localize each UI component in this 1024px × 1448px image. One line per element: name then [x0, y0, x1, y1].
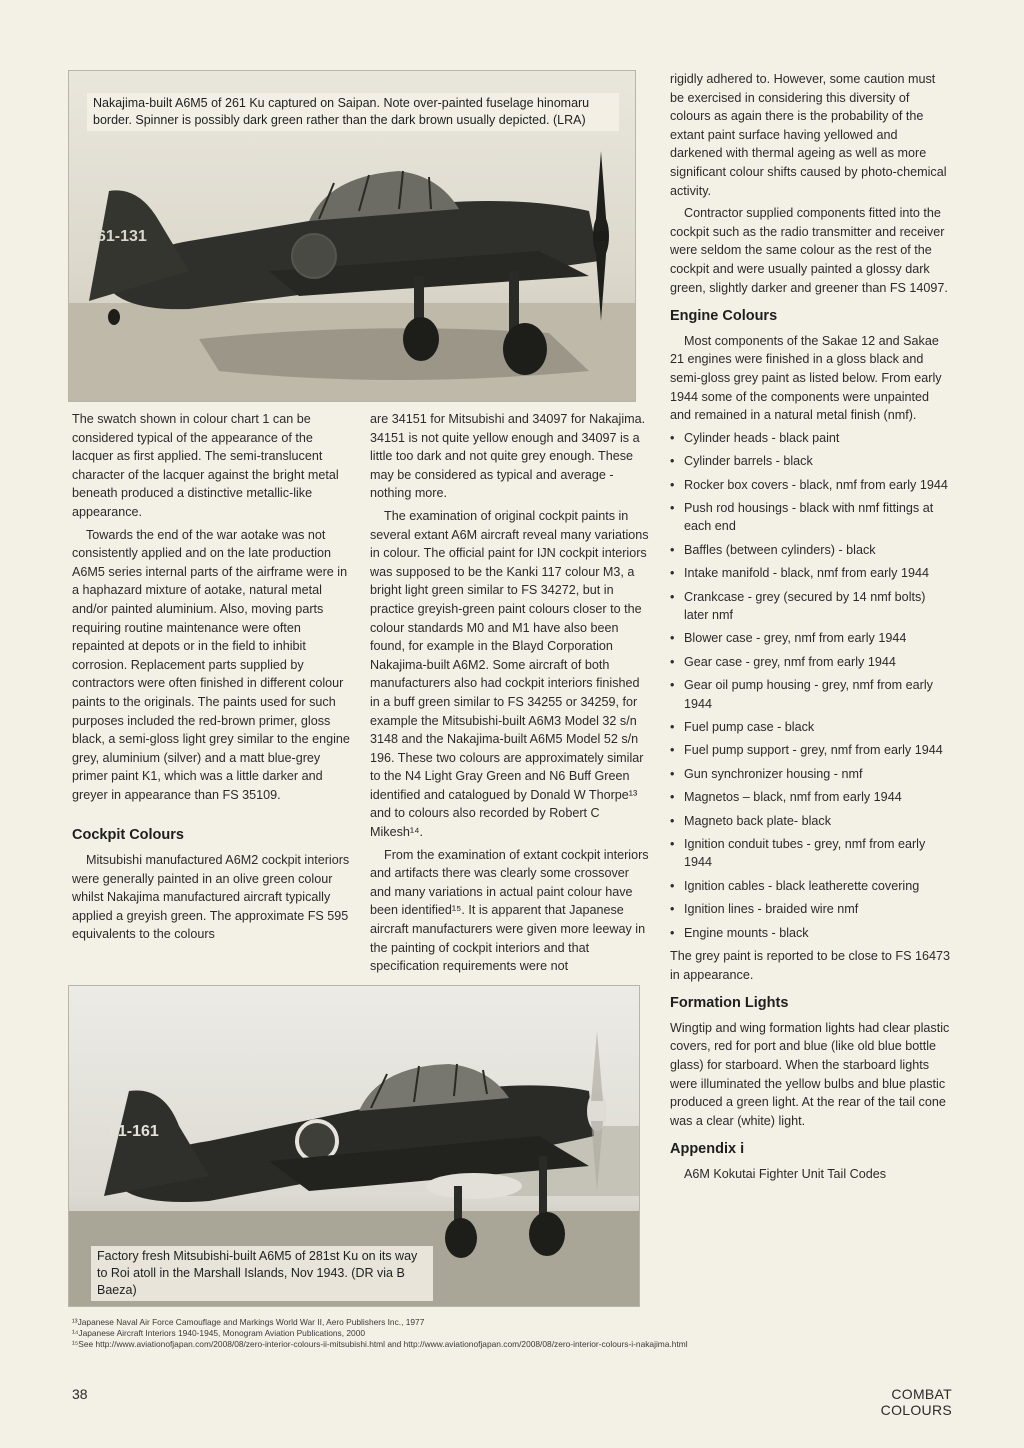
paragraph: The swatch shown in colour chart 1 can be considered typical of the appearance of the lacquer as first applied. The semi-translucent character of the lacquer against the bright metal beneath produced a distinctive metallic-like appearance.	[72, 412, 339, 519]
paragraph: Most components of the Sakae 12 and Sakae 21 engines were finished in a gloss black and semi-gloss grey paint as listed below. From early 1944 some of the components were unpainted and remained in a natural metal finish (nmf).	[670, 333, 942, 423]
paragraph: From the examination of extant cockpit interiors and artifacts there was clearly some crossover and many variations in actual paint colour have been identified¹⁵. It is apparent that Japanese aircraft manufacturers were given more leeway in the painting of cockpit interiors and that specification requirements were not	[370, 847, 649, 974]
list-item: • Rocker box covers - black, nmf from early 1944	[670, 476, 952, 494]
appendix-subtitle: A6M Kokutai Fighter Unit Tail Codes	[684, 1166, 887, 1181]
footnotes	[72, 1317, 952, 1350]
paragraph: The grey paint is reported to be close to FS 16473 in appearance.	[670, 949, 951, 982]
heading-appendix: Appendix i	[670, 1141, 745, 1158]
heading-engine-colours: Engine Colours	[670, 308, 778, 325]
photo-nakajima-a6m5	[68, 70, 636, 402]
text-column-1	[72, 410, 354, 948]
heading-cockpit-colours: Cockpit Colours	[72, 827, 184, 844]
paragraph: Contractor supplied components fitted into the cockpit such as the radio transmitter and receiver were seldom the same colour as the rest of the cockpit and were usually painted a glossy dark green, slightly darker and greener than FS 14097.	[670, 206, 948, 295]
list-item: • Push rod housings - black with nmf fittings at each end	[670, 499, 952, 536]
running-footer-title: COMBAT COLOURS	[880, 1386, 952, 1418]
tail-code-bottom: 81-161	[109, 1123, 159, 1140]
list-item: • Gun synchronizer housing - nmf	[670, 765, 952, 783]
paragraph: are 34151 for Mitsubishi and 34097 for Nakajima. 34151 is not quite yellow enough and 34097 is a little too dark and not quite grey enough. These may be considered as typical and average - nothing more.	[370, 412, 646, 501]
list-item: • Magnetos – black, nmf from early 1944	[670, 788, 952, 806]
paragraph: Wingtip and wing formation lights had clear plastic covers, red for port and blue (like old blue bottle glass) for starboard. When the starboard lights were illuminated the yellow bulbs and blue plastic produced a green light. At the rear of the tail cone was a clear (white) light.	[670, 1020, 950, 1128]
list-item: • Ignition conduit tubes - grey, nmf from early 1944	[670, 835, 952, 872]
list-item: • Baffles (between cylinders) - black	[670, 541, 952, 559]
list-item: • Ignition lines - braided wire nmf	[670, 900, 952, 918]
text-column-3	[670, 70, 952, 1188]
photo-caption-top: Nakajima-built A6M5 of 261 Ku captured on Saipan. Note over-painted fuselage hinomaru border. Spinner is possibly dark green rather than the dark brown usually depicted. (LRA)	[87, 93, 619, 131]
list-item: • Fuel pump case - black	[670, 718, 952, 736]
photo-mitsubishi-a6m5	[68, 985, 640, 1307]
page-number: 38	[72, 1386, 88, 1402]
list-item: • Cylinder heads - black paint	[670, 429, 952, 447]
list-item: • Blower case - grey, nmf from early 1944	[670, 629, 952, 647]
list-item: • Magneto back plate- black	[670, 812, 952, 830]
paragraph: The examination of original cockpit paints in several extant A6M aircraft reveal many variations in colour. The official paint for IJN cockpit interiors was supposed to be the Kanki 117 colour M3, a bright light green similar to FS 34272, but in practice greyish-green paint colours closer to the colour standards M0 and M1 have also been found, for example in the Blayd Corporation Nakajima-built A6M2. Some aircraft of both manufacturers also had cockpit interiors finished in a buff green similar to FS 34255 or 34259, for example the Mitsubishi-built A6M3 Model 32 s/n 3148 and the Nakajima-built A6M5 Model 52 s/n 196. These two colours are approximately similar to the N4 Light Gray Green and N6 Buff Green identified and catalogued by Donald W Thorpe¹³ and to colours also recorded by Robert C Mikesh¹⁴.	[370, 508, 649, 840]
list-item: • Ignition cables - black leatherette covering	[670, 877, 952, 895]
footnote: ¹⁵See http://www.aviationofjapan.com/2008/08/zero-interior-colours-ii-mitsubishi.html and http://www.aviationofjapan.com/2008/08/zero-interior-colours-i-nakajima.html	[72, 1339, 688, 1349]
heading-formation-lights: Formation Lights	[670, 995, 789, 1012]
list-item: • Gear oil pump housing - grey, nmf from early 1944	[670, 676, 952, 713]
list-item: • Intake manifold - black, nmf from early 1944	[670, 564, 952, 582]
list-item: • Fuel pump support - grey, nmf from early 1944	[670, 741, 952, 759]
paragraph: Mitsubishi manufactured A6M2 cockpit interiors were generally painted in an olive green colour whilst Nakajima manufactured aircraft typically applied a greyish green. The approximate FS 595 equivalents to the colours	[72, 853, 350, 942]
paragraph: rigidly adhered to. However, some caution must be exercised in considering this diversity of colours as again there is the probability of the extant paint surface having yellowed and darkened with thermal ageing as well as more significant colour shifts caused by photo-chemical activity.	[670, 72, 947, 198]
photo-caption-bottom: Factory fresh Mitsubishi-built A6M5 of 281st Ku on its way to Roi atoll in the Marshall Islands, Nov 1943. (DR via B Baeza)	[91, 1246, 433, 1301]
tail-code-top: 61-131	[97, 228, 147, 245]
list-item: • Cylinder barrels - black	[670, 452, 952, 470]
engine-colour-list	[670, 429, 952, 942]
list-item: • Crankcase - grey (secured by 14 nmf bolts) later nmf	[670, 588, 952, 625]
list-item: • Engine mounts - black	[670, 924, 952, 942]
footnote: ¹⁴Japanese Aircraft Interiors 1940-1945, Monogram Aviation Publications, 2000	[72, 1328, 366, 1338]
footnote: ¹³Japanese Naval Air Force Camouflage and Markings World War II, Aero Publishers Inc., 1977	[72, 1317, 425, 1327]
text-column-2	[370, 410, 652, 980]
list-item: • Gear case - grey, nmf from early 1944	[670, 653, 952, 671]
paragraph: Towards the end of the war aotake was not consistently applied and on the late production A6M5 series internal parts of the airframe were in a haphazard mixture of aotake, natural metal and/or painted aluminium. Also, moving parts requiring routine maintenance were often repainted at depots or in the field to inhibit corrosion. Replacement parts supplied by contractors were often finished in different colour paints to the originals. The paints used for such purposes included the red-brown primer, gloss black, a semi-gloss light grey similar to the engine grey, aluminium (silver) and a matt blue-grey primer paint K1, which was a little darker and greyer in appearance than FS 35109.	[72, 527, 350, 802]
